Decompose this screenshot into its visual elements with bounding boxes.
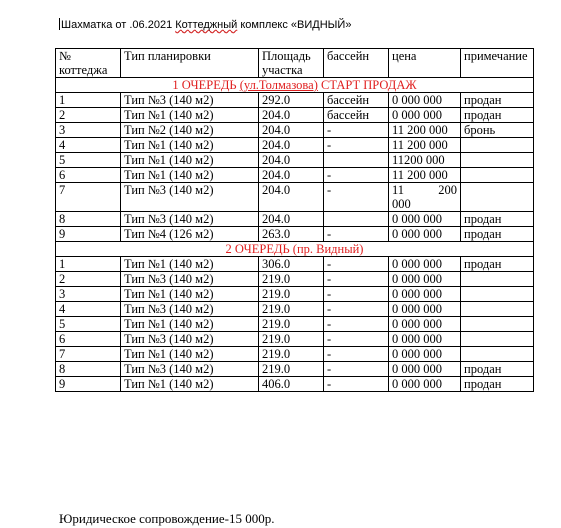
- note-cell: [461, 168, 534, 183]
- layout-type-cell: Тип №1 (140 м2): [121, 257, 259, 272]
- table-row: [56, 108, 534, 123]
- note-cell: [461, 272, 534, 287]
- cottage-number-cell: 3: [56, 287, 121, 302]
- price-cell: [389, 183, 461, 212]
- note-cell: продан: [461, 108, 534, 123]
- section-1-heading: [56, 78, 534, 93]
- header-note: примечание: [461, 49, 534, 78]
- cottage-number-cell: 5: [56, 317, 121, 332]
- price-cell: 11 200 000: [389, 168, 461, 183]
- plot-area-cell: 219.0: [259, 362, 324, 377]
- cottage-number-cell: 4: [56, 302, 121, 317]
- layout-type-cell: Тип №3 (140 м2): [121, 302, 259, 317]
- title-prefix: Шахматка от .06.2021: [61, 19, 176, 31]
- note-cell: [461, 138, 534, 153]
- price-cell: 0 000 000: [389, 93, 461, 108]
- note-cell: бронь: [461, 123, 534, 138]
- table-row: [56, 347, 534, 362]
- note-cell: продан: [461, 362, 534, 377]
- note-cell: продан: [461, 227, 534, 242]
- cottage-number-cell: 1: [56, 257, 121, 272]
- plot-area-cell: 219.0: [259, 317, 324, 332]
- section-2-title: 2 ОЧЕРЕДЬ (пр. Видный): [56, 242, 534, 257]
- price-part: 000: [392, 197, 411, 211]
- layout-type-cell: Тип №1 (140 м2): [121, 153, 259, 168]
- pool-cell: -: [324, 317, 389, 332]
- layout-type-cell: Тип №2 (140 м2): [121, 123, 259, 138]
- title-underlined-word: Коттеджный: [175, 19, 238, 31]
- table-row: [56, 153, 534, 168]
- plot-area-cell: 292.0: [259, 93, 324, 108]
- note-cell: продан: [461, 93, 534, 108]
- plot-area-cell: 204.0: [259, 138, 324, 153]
- price-cell: 11200 000: [389, 153, 461, 168]
- cottage-number-cell: 7: [56, 183, 121, 212]
- text-cursor: [59, 18, 60, 30]
- cottage-number-cell: 6: [56, 168, 121, 183]
- cottage-number-cell: 8: [56, 362, 121, 377]
- price-cell: 0 000 000: [389, 287, 461, 302]
- layout-type-cell: Тип №3 (140 м2): [121, 183, 259, 212]
- pool-cell: -: [324, 362, 389, 377]
- layout-type-cell: Тип №1 (140 м2): [121, 287, 259, 302]
- table-row: [56, 212, 534, 227]
- pool-cell: -: [324, 138, 389, 153]
- header-layout: Тип планировки: [121, 49, 259, 78]
- cottage-number-cell: 8: [56, 212, 121, 227]
- pool-cell: -: [324, 168, 389, 183]
- price-cell: 0 000 000: [389, 332, 461, 347]
- price-part: 200: [438, 183, 457, 197]
- cottage-number-cell: 9: [56, 227, 121, 242]
- layout-type-cell: Тип №1 (140 м2): [121, 168, 259, 183]
- cottage-number-cell: 5: [56, 153, 121, 168]
- price-cell: 0 000 000: [389, 317, 461, 332]
- note-cell: продан: [461, 377, 534, 392]
- layout-type-cell: Тип №3 (140 м2): [121, 93, 259, 108]
- plot-area-cell: 204.0: [259, 183, 324, 212]
- price-cell: 0 000 000: [389, 302, 461, 317]
- price-cell: 0 000 000: [389, 377, 461, 392]
- table-row: [56, 287, 534, 302]
- pool-cell: -: [324, 332, 389, 347]
- layout-type-cell: Тип №3 (140 м2): [121, 212, 259, 227]
- plot-area-cell: 204.0: [259, 153, 324, 168]
- table-row: [56, 257, 534, 272]
- plot-area-cell: 204.0: [259, 108, 324, 123]
- pool-cell: -: [324, 123, 389, 138]
- table-row: [56, 138, 534, 153]
- pool-cell: -: [324, 227, 389, 242]
- pool-cell: -: [324, 347, 389, 362]
- table-row: [56, 302, 534, 317]
- table-row: [56, 377, 534, 392]
- price-cell: 11 200 000: [389, 138, 461, 153]
- note-cell: [461, 287, 534, 302]
- price-cell: 0 000 000: [389, 108, 461, 123]
- plot-area-cell: 219.0: [259, 347, 324, 362]
- layout-type-cell: Тип №1 (140 м2): [121, 377, 259, 392]
- section-1-suffix: СТАРТ ПРОДАЖ: [317, 78, 417, 92]
- note-cell: [461, 153, 534, 168]
- plot-area-cell: 219.0: [259, 332, 324, 347]
- pool-cell: [324, 212, 389, 227]
- table-row: [56, 183, 534, 212]
- note-cell: продан: [461, 257, 534, 272]
- header-area: Площадь участка: [259, 49, 324, 78]
- cottage-number-cell: 6: [56, 332, 121, 347]
- section-1-rows: [56, 93, 534, 242]
- header-row: [56, 49, 534, 78]
- layout-type-cell: Тип №4 (126 м2): [121, 227, 259, 242]
- plot-area-cell: 204.0: [259, 168, 324, 183]
- cottage-number-cell: 9: [56, 377, 121, 392]
- pool-cell: -: [324, 287, 389, 302]
- plot-area-cell: 406.0: [259, 377, 324, 392]
- plot-area-cell: 219.0: [259, 302, 324, 317]
- note-cell: [461, 332, 534, 347]
- section-2-heading: [56, 242, 534, 257]
- price-cell: 0 000 000: [389, 362, 461, 377]
- layout-type-cell: Тип №3 (140 м2): [121, 332, 259, 347]
- table-row: [56, 168, 534, 183]
- pool-cell: -: [324, 183, 389, 212]
- price-cell: 0 000 000: [389, 257, 461, 272]
- header-price: цена: [389, 49, 461, 78]
- title-suffix: комплекс «ВИДНЫЙ»: [237, 19, 352, 31]
- plot-area-cell: 219.0: [259, 272, 324, 287]
- pool-cell: -: [324, 257, 389, 272]
- pool-cell: бассейн: [324, 108, 389, 123]
- pool-cell: бассейн: [324, 93, 389, 108]
- layout-type-cell: Тип №1 (140 м2): [121, 317, 259, 332]
- table-row: [56, 227, 534, 242]
- section-1-title: [56, 78, 534, 93]
- layout-type-cell: Тип №3 (140 м2): [121, 362, 259, 377]
- pool-cell: -: [324, 272, 389, 287]
- table-row: [56, 93, 534, 108]
- cottage-table: [55, 48, 534, 392]
- price-cell: 0 000 000: [389, 347, 461, 362]
- table-row: [56, 123, 534, 138]
- header-number: № коттеджа: [56, 49, 121, 78]
- price-cell: 11 200 000: [389, 123, 461, 138]
- plot-area-cell: 204.0: [259, 212, 324, 227]
- cottage-number-cell: 4: [56, 138, 121, 153]
- table-row: [56, 362, 534, 377]
- layout-type-cell: Тип №3 (140 м2): [121, 272, 259, 287]
- table-row: [56, 332, 534, 347]
- price-part: 11: [392, 183, 405, 197]
- cottage-number-cell: 2: [56, 108, 121, 123]
- section-1-prefix: 1 ОЧЕРЕДЬ: [172, 78, 240, 92]
- table-row: [56, 272, 534, 287]
- section-1-street: (ул.Толмазова): [239, 78, 318, 92]
- note-cell: [461, 183, 534, 212]
- plot-area-cell: 219.0: [259, 287, 324, 302]
- price-cell: 0 000 000: [389, 272, 461, 287]
- layout-type-cell: Тип №1 (140 м2): [121, 138, 259, 153]
- layout-type-cell: Тип №1 (140 м2): [121, 108, 259, 123]
- document-title: [59, 18, 351, 31]
- pool-cell: -: [324, 377, 389, 392]
- cottage-number-cell: 7: [56, 347, 121, 362]
- cottage-number-cell: 2: [56, 272, 121, 287]
- plot-area-cell: 204.0: [259, 123, 324, 138]
- section-2-rows: [56, 257, 534, 392]
- pool-cell: -: [324, 302, 389, 317]
- cottage-number-cell: 1: [56, 93, 121, 108]
- price-cell: 0 000 000: [389, 227, 461, 242]
- note-cell: [461, 302, 534, 317]
- layout-type-cell: Тип №1 (140 м2): [121, 347, 259, 362]
- plot-area-cell: 263.0: [259, 227, 324, 242]
- header-pool: бассейн: [324, 49, 389, 78]
- pool-cell: [324, 153, 389, 168]
- legal-support-note: Юридическое сопровождение-15 000р.: [59, 511, 275, 526]
- price-cell: 0 000 000: [389, 212, 461, 227]
- cottage-number-cell: 3: [56, 123, 121, 138]
- table-row: [56, 317, 534, 332]
- note-cell: [461, 317, 534, 332]
- note-cell: продан: [461, 212, 534, 227]
- plot-area-cell: 306.0: [259, 257, 324, 272]
- note-cell: [461, 347, 534, 362]
